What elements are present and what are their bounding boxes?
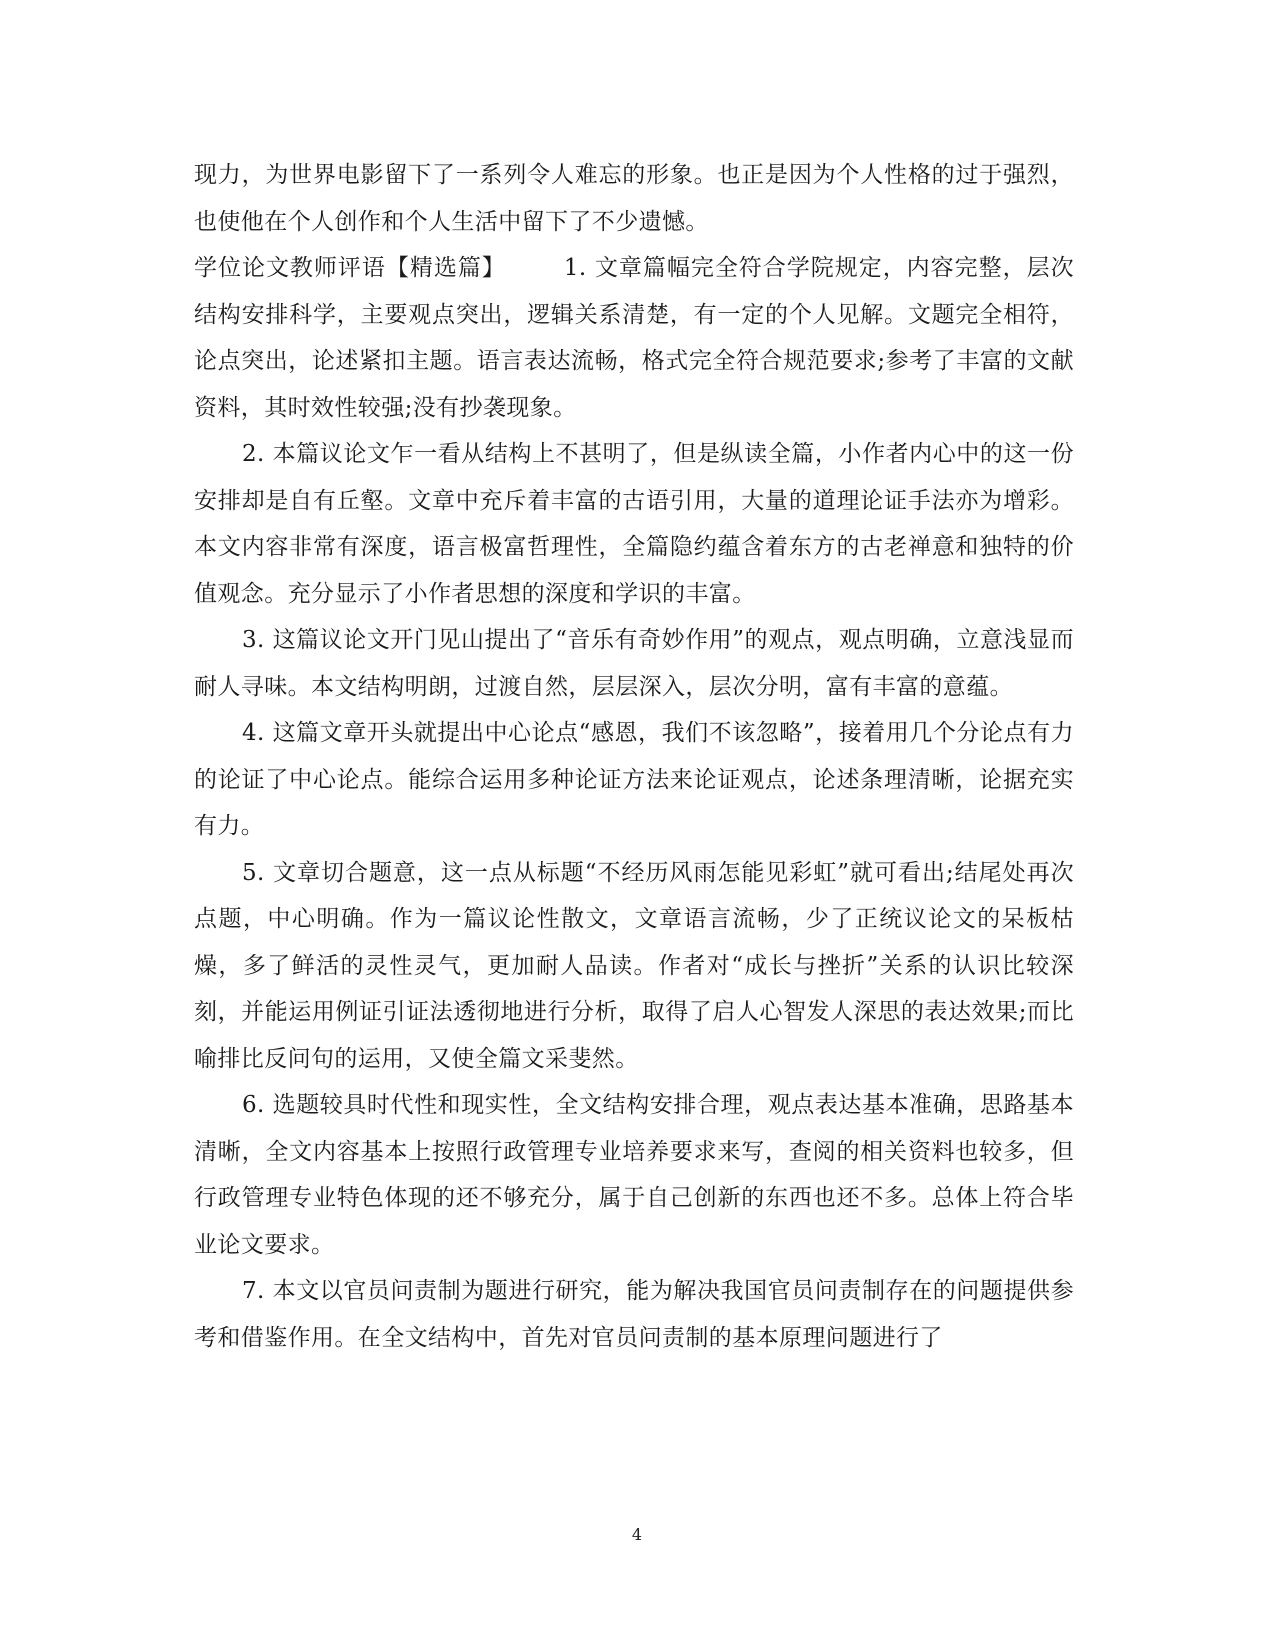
list-item: 4. 这篇文章开头就提出中心论点“感恩，我们不该忽略”，接着用几个分论点有力的论证了中心论点。能综合运用多种论证方法来论证观点，论述条理清晰，论据充实有力。 xyxy=(194,720,1074,839)
section-paragraph xyxy=(194,245,1074,431)
list-item: 6. 选题较具时代性和现实性，全文结构安排合理，观点表达基本准确，思路基本清晰，全文内容基本上按照行政管理专业培养要求来写，查阅的相关资料也较多，但行政管理专业特色体现的还不够充分，属于自己创新的东西也还不多。总体上符合毕业论文要求。 xyxy=(194,1092,1074,1258)
continuation-paragraph: 现力，为世界电影留下了一系列令人难忘的形象。也正是因为个人性格的过于强烈，也使他在个人创作和个人生活中留下了不少遗憾。 xyxy=(194,162,1074,235)
list-item: 5. 文章切合题意，这一点从标题“不经历风雨怎能见彩虹”就可看出;结尾处再次点题，中心明确。作为一篇议论性散文，文章语言流畅，少了正统议论文的呆板枯燥，多了鲜活的灵性灵气，更加耐人品读。作者对“成长与挫折”关系的认识比较深刻，并能运用例证引证法透彻地进行分析，取得了启人心智发人深思的表达效果;而比喻排比反问句的运用，又使全篇文采斐然。 xyxy=(194,859,1074,1072)
section-title: 学位论文教师评语【精选篇】 xyxy=(194,255,506,281)
first-item-text: 1. 文章篇幅完全符合学院规定，内容完整，层次结构安排科学，主要观点突出，逻辑关系清楚，有一定的个人见解。文题完全相符，论点突出，论述紧扣主题。语言表达流畅，格式完全符合规范要求;参考了丰富的文献资料，其时效性较强;没有抄袭现象。 xyxy=(194,255,1074,421)
document-body xyxy=(194,152,1074,1361)
list-item: 7. 本文以官员问责制为题进行研究，能为解决我国官员问责制存在的问题提供参考和借鉴作用。在全文结构中，首先对官员问责制的基本原理问题进行了 xyxy=(194,1278,1074,1351)
page-number: 4 xyxy=(631,1525,643,1544)
list-item: 2. 本篇议论文乍一看从结构上不甚明了，但是纵读全篇，小作者内心中的这一份安排却是自有丘壑。文章中充斥着丰富的古语引用，大量的道理论证手法亦为增彩。本文内容非常有深度，语言极富哲理性，全篇隐约蕴含着东方的古老禅意和独特的价值观念。充分显示了小作者思想的深度和学识的丰富。 xyxy=(194,441,1074,607)
list-item: 3. 这篇议论文开门见山提出了“音乐有奇妙作用”的观点，观点明确，立意浅显而耐人寻味。本文结构明朗，过渡自然，层层深入，层次分明，富有丰富的意蕴。 xyxy=(194,627,1074,700)
